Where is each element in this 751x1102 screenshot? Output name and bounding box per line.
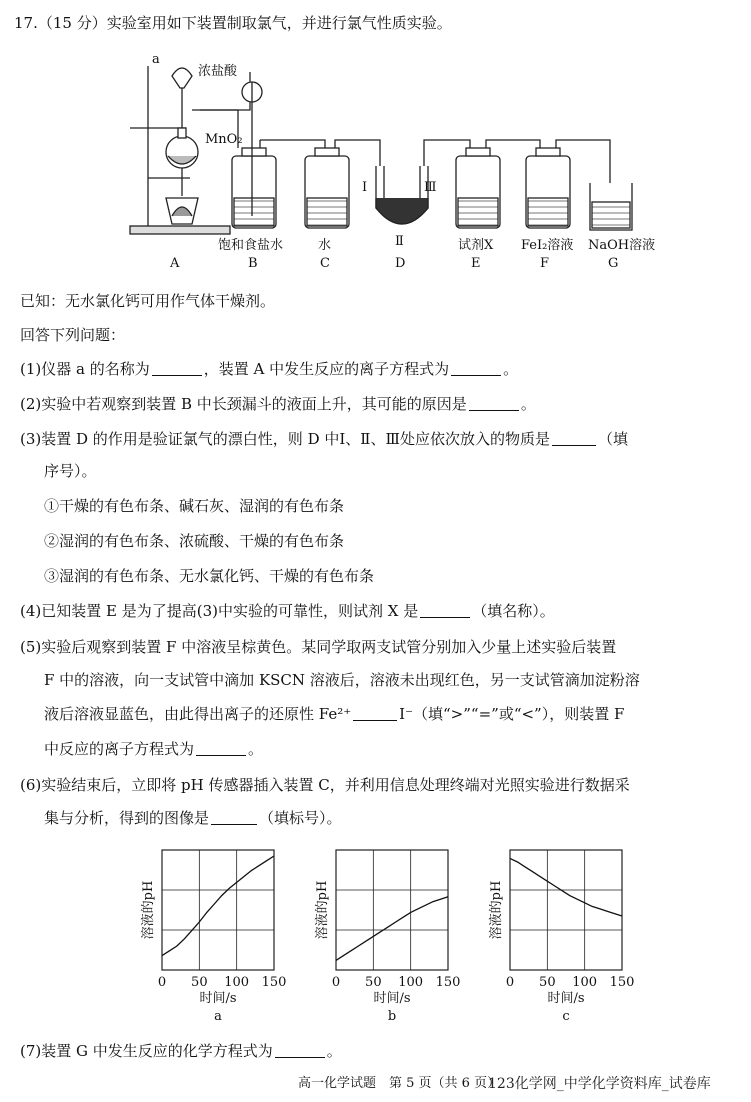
- chart-c-tick: 50: [539, 975, 556, 990]
- answer-prompt: 回答下列问题：: [20, 326, 126, 344]
- label-u-right: Ⅲ: [424, 180, 437, 195]
- answer-blank-3[interactable]: [552, 431, 596, 446]
- question-1: (1)仪器 a 的名称为 ，装置 A 中发生反应的离子方程式为 。: [20, 360, 519, 378]
- chart-c-label: c: [562, 1009, 570, 1024]
- answer-blank-7[interactable]: [275, 1043, 325, 1058]
- label-d-contents: Ⅱ: [395, 234, 404, 249]
- chart-b-tick: 0: [331, 975, 341, 990]
- letter-a: A: [170, 256, 180, 271]
- question-5-line4: 中反应的离子方程式为 。: [44, 740, 264, 758]
- question-6-line1: (6)实验结束后，立即将 pH 传感器插入装置 C，并利用信息处理终端对光照实验进行数据采: [20, 776, 630, 794]
- question-3-line2: 序号）。: [44, 462, 97, 480]
- label-c-contents: 水: [318, 238, 332, 253]
- question-4: (4)已知装置 E 是为了提高(3)中实验的可靠性，则试剂 X 是 （填名称）。: [20, 602, 555, 620]
- chart-a-frame: [162, 850, 274, 970]
- letter-e: E: [471, 256, 481, 271]
- question-3-option-3: ③湿润的有色布条、无水氯化钙、干燥的有色布条: [44, 567, 375, 585]
- chart-b-xlabel: 时间/s: [373, 991, 411, 1006]
- chart-b-tick: 150: [435, 975, 461, 990]
- answer-blank-2[interactable]: [469, 396, 519, 411]
- answer-blank-6[interactable]: [211, 810, 257, 825]
- chart-c-tick: 0: [505, 975, 515, 990]
- question-5-line1: (5)实验后观察到装置 F 中溶液呈棕黄色。某同学取两支试管分别加入少量上述实验后装置: [20, 638, 617, 656]
- chart-a-tick: 150: [261, 975, 287, 990]
- chart-c-series: [510, 858, 622, 916]
- label-b-contents: 饱和食盐水: [218, 238, 284, 253]
- label-u-left: Ⅰ: [362, 180, 368, 195]
- ph-charts: [130, 840, 690, 1025]
- chart-c-tick: 150: [609, 975, 635, 990]
- label-f-contents: FeI₂溶液: [521, 238, 574, 253]
- chart-b-tick: 100: [398, 975, 424, 990]
- known-info: 已知：无水氯化钙可用作气体干燥剂。: [20, 292, 276, 310]
- answer-blank-4[interactable]: [420, 603, 470, 618]
- question-3-option-1: ①干燥的有色布条、碱石灰、湿润的有色布条: [44, 497, 345, 515]
- question-2: (2)实验中若观察到装置 B 中长颈漏斗的液面上升，其可能的原因是 。: [20, 395, 536, 413]
- chart-b-label: b: [387, 1009, 397, 1024]
- letter-c: C: [320, 256, 330, 271]
- chart-a-ylabel: 溶液的pH: [141, 880, 156, 940]
- question-3-line1: (3)装置 D 的作用是验证氯气的漂白性，则 D 中Ⅰ、Ⅱ、Ⅲ处应依次放入的物质是 （填: [20, 430, 628, 448]
- letter-g: G: [608, 256, 619, 271]
- letter-b: B: [248, 256, 258, 271]
- page-footer: 高一化学试题 第 5 页（共 6 页）: [298, 1076, 501, 1091]
- chart-b-series: [336, 897, 448, 961]
- question-5-line2: F 中的溶液，向一支试管中滴加 KSCN 溶液后，溶液未出现红色，另一支试管滴加淀粉溶: [44, 671, 640, 689]
- chart-c-tick: 100: [572, 975, 598, 990]
- chart-a-tick: 50: [191, 975, 208, 990]
- answer-blank-1b[interactable]: [451, 361, 501, 376]
- chart-a-xlabel: 时间/s: [199, 991, 237, 1006]
- chart-a-series: [162, 856, 274, 956]
- chart-a-tick: 100: [224, 975, 250, 990]
- watermark: 123化学网_中学化学资料库_试卷库: [488, 1076, 711, 1092]
- label-mno2: MnO₂: [205, 132, 243, 147]
- letter-f: F: [540, 256, 550, 271]
- chart-b-ylabel: 溶液的pH: [315, 880, 330, 940]
- question-3-option-2: ②湿润的有色布条、浓硫酸、干燥的有色布条: [44, 532, 345, 550]
- question-5-line3: 液后溶液显蓝色，由此得出离子的还原性 Fe²⁺ I⁻（填“>”“=”或“<”），则装置 F: [44, 705, 625, 723]
- chart-c-xlabel: 时间/s: [547, 991, 585, 1006]
- label-e-contents: 试剂X: [458, 238, 494, 253]
- chart-a-tick: 0: [157, 975, 167, 990]
- letter-d: D: [395, 256, 406, 271]
- answer-blank-5a[interactable]: [353, 706, 397, 721]
- answer-blank-5b[interactable]: [196, 741, 246, 756]
- question-header: 17.（15 分）实验室用如下装置制取氯气，并进行氯气性质实验。: [14, 14, 452, 32]
- chart-b-frame: [336, 850, 448, 970]
- label-g-contents: NaOH溶液: [588, 238, 656, 253]
- label-a: a: [152, 52, 160, 67]
- chart-b-tick: 50: [365, 975, 382, 990]
- chart-c-ylabel: 溶液的pH: [489, 880, 504, 940]
- question-7: (7)装置 G 中发生反应的化学方程式为 。: [20, 1042, 342, 1060]
- chart-a-label: a: [214, 1009, 222, 1024]
- question-6-line2: 集与分析，得到的图像是 （填标号）。: [44, 809, 342, 827]
- label-hcl: 浓盐酸: [198, 64, 238, 79]
- answer-blank-1a[interactable]: [152, 361, 202, 376]
